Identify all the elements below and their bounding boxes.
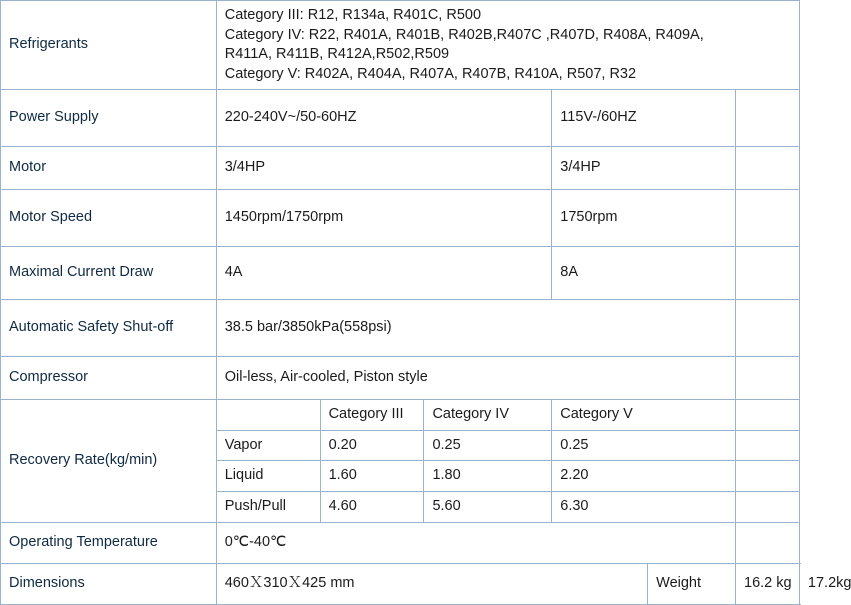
row-label-compressor: Compressor [1, 357, 217, 400]
empty-cell [736, 461, 800, 492]
refrigerant-line: Category V: R402A, R404A, R407A, R407B, R410A, R507, R32 [225, 65, 791, 85]
table-row-motor-speed [1, 190, 800, 247]
row-label-recovery-rate: Recovery Rate(kg/min) [1, 400, 217, 522]
refrigerant-line: Category III: R12, R134a, R401C, R500 [225, 6, 791, 26]
motor-value-2: 3/4HP [552, 147, 736, 190]
empty-cell [736, 522, 800, 563]
empty-cell [736, 300, 800, 357]
refrigerant-line: Category IV: R22, R401A, R401B, R402B,R407C ,R407D, R408A, R409A, [225, 26, 791, 46]
table-row-motor [1, 147, 800, 190]
row-label-max-current-draw: Maximal Current Draw [1, 247, 217, 300]
dimensions-value: 460Ｘ310Ｘ425 mm [216, 563, 647, 604]
motor-value-1: 3/4HP [216, 147, 552, 190]
compressor-value: Oil-less, Air-cooled, Piston style [216, 357, 735, 400]
recovery-vapor-cat3: 0.20 [320, 430, 424, 461]
recovery-mode-blank [216, 400, 320, 431]
empty-cell [736, 90, 800, 147]
safety-shutoff-value: 38.5 bar/3850kPa(558psi) [216, 300, 735, 357]
power-supply-value-1: 220-240V~/50-60HZ [216, 90, 552, 147]
recovery-header-category-4: Category IV [424, 400, 552, 431]
recovery-liquid-cat5: 2.20 [552, 461, 736, 492]
recovery-header-category-5: Category V [552, 400, 736, 431]
row-label-motor: Motor [1, 147, 217, 190]
recovery-liquid-cat3: 1.60 [320, 461, 424, 492]
refrigerant-line: R411A, R411B, R412A,R502,R509 [225, 45, 791, 65]
table-row-operating-temperature [1, 522, 800, 563]
refrigerants-list [216, 1, 799, 90]
empty-cell [736, 400, 800, 431]
weight-value-1: 16.2 kg [736, 563, 800, 604]
motor-speed-value-2: 1750rpm [552, 190, 736, 247]
table-row-max-current-draw [1, 247, 800, 300]
row-label-motor-speed: Motor Speed [1, 190, 217, 247]
recovery-pushpull-cat4: 5.60 [424, 491, 552, 522]
recovery-mode-liquid: Liquid [216, 461, 320, 492]
power-supply-value-2: 115V-/60HZ [552, 90, 736, 147]
recovery-header-category-3: Category III [320, 400, 424, 431]
recovery-vapor-cat5: 0.25 [552, 430, 736, 461]
table-row-safety-shutoff [1, 300, 800, 357]
row-label-power-supply: Power Supply [1, 90, 217, 147]
table-row-recovery-header [1, 400, 800, 431]
recovery-pushpull-cat5: 6.30 [552, 491, 736, 522]
recovery-vapor-cat4: 0.25 [424, 430, 552, 461]
empty-cell [736, 491, 800, 522]
empty-cell [736, 147, 800, 190]
recovery-liquid-cat4: 1.80 [424, 461, 552, 492]
table-row-power-supply [1, 90, 800, 147]
table-row-refrigerants [1, 1, 800, 90]
table-row-dimensions [1, 563, 800, 604]
empty-cell [736, 357, 800, 400]
empty-cell [736, 190, 800, 247]
row-label-operating-temperature: Operating Temperature [1, 522, 217, 563]
recovery-mode-vapor: Vapor [216, 430, 320, 461]
row-label-safety-shutoff: Automatic Safety Shut-off [1, 300, 217, 357]
empty-cell [736, 430, 800, 461]
recovery-pushpull-cat3: 4.60 [320, 491, 424, 522]
max-current-value-2: 8A [552, 247, 736, 300]
table-row-compressor [1, 357, 800, 400]
motor-speed-value-1: 1450rpm/1750rpm [216, 190, 552, 247]
row-label-dimensions: Dimensions [1, 563, 217, 604]
operating-temperature-value: 0℃-40℃ [216, 522, 735, 563]
row-label-refrigerants: Refrigerants [1, 1, 217, 90]
empty-cell [736, 247, 800, 300]
max-current-value-1: 4A [216, 247, 552, 300]
weight-label: Weight [648, 563, 736, 604]
recovery-mode-push-pull: Push/Pull [216, 491, 320, 522]
